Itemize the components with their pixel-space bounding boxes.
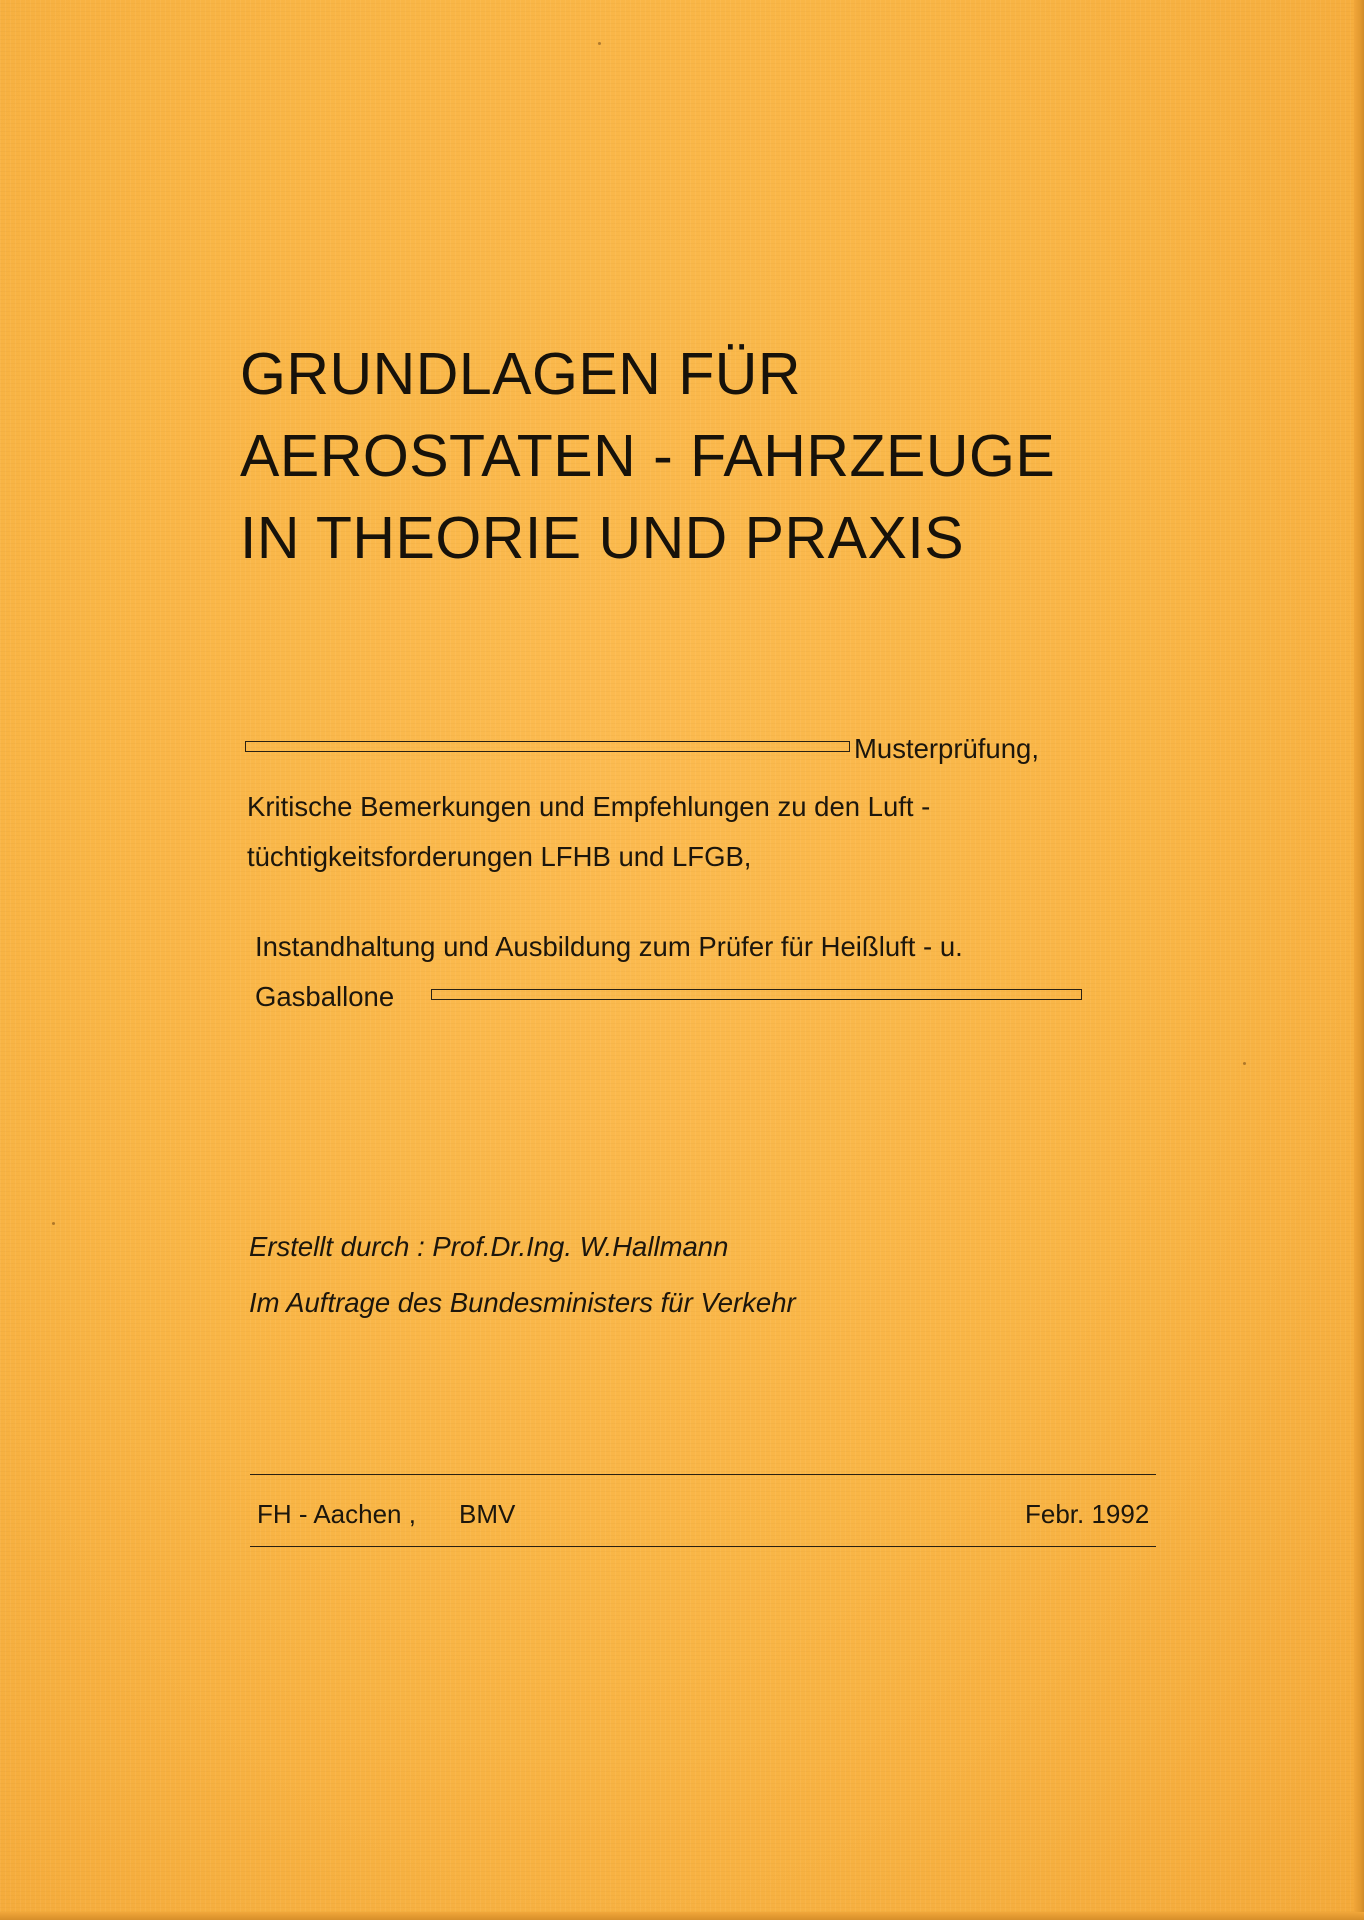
footer-institution: FH - Aachen , (257, 1499, 416, 1529)
title-line-1: GRUNDLAGEN FÜR (240, 341, 801, 407)
subtitle-line-5: Gasballone (255, 981, 395, 1012)
subtitle-line-3: tüchtigkeitsforderungen LFHB und LFGB, (247, 841, 752, 872)
cover-title (240, 333, 1055, 579)
footer-date: Febr. 1992 (1025, 1499, 1150, 1529)
paper-speck (1243, 1062, 1246, 1065)
title-line-3: IN THEORIE UND PRAXIS (240, 505, 965, 571)
subtitle-line-1: Musterprüfung, (854, 733, 1039, 764)
author-line: Erstellt durch : Prof.Dr.Ing. W.Hallmann (249, 1231, 729, 1262)
commission-line: Im Auftrage des Bundesministers für Verkehr (249, 1287, 796, 1318)
footer-agency: BMV (459, 1499, 516, 1529)
paper-speck (598, 42, 601, 45)
paper-speck (52, 1222, 55, 1225)
footer-rule-bottom (250, 1546, 1156, 1547)
cover-right-edge (1354, 0, 1364, 1920)
decorative-frame-bar-top (245, 741, 850, 752)
footer-rule-top (250, 1474, 1156, 1475)
decorative-frame-bar-bottom (431, 989, 1082, 1000)
subtitle-line-2: Kritische Bemerkungen und Empfehlungen zu den Luft - (247, 791, 931, 822)
cover-bottom-edge (0, 1912, 1364, 1920)
subtitle-line-4: Instandhaltung und Ausbildung zum Prüfer für Heißluft - u. (255, 931, 963, 962)
title-line-2: AEROSTATEN - FAHRZEUGE (240, 423, 1056, 489)
